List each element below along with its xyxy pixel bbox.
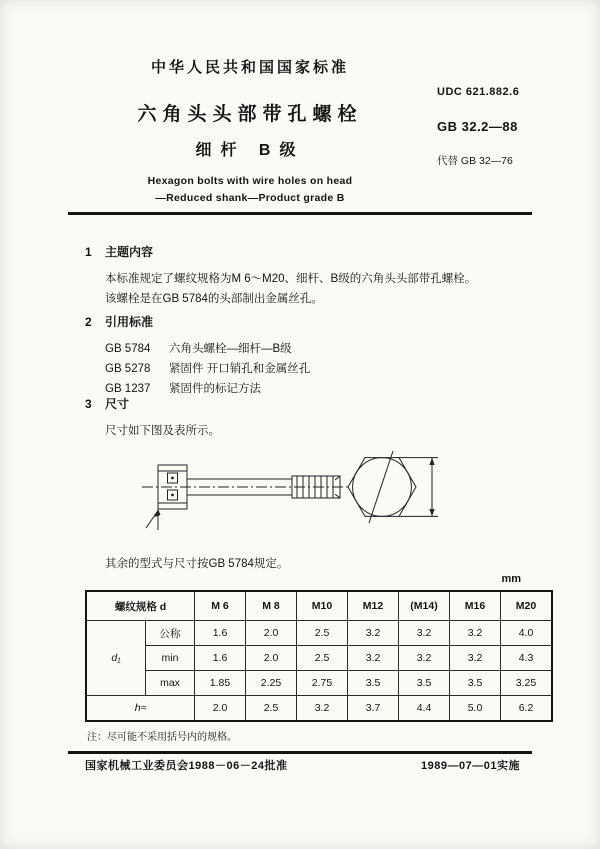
table-row-label: min (146, 646, 195, 671)
section-heading (85, 243, 476, 260)
table-cell: 3.7 (348, 696, 399, 722)
standard-number: GB 32.2—88 (437, 119, 518, 134)
table-row (86, 621, 552, 646)
section-heading (85, 395, 220, 412)
section-title: 主题内容 (105, 245, 154, 259)
table-cell: 2.0 (195, 696, 246, 722)
section-title: 引用标准 (105, 315, 154, 329)
document-subtitle: 细杆 B级 (195, 142, 305, 159)
document-title-english-1: Hexagon bolts with wire holes on head (147, 175, 353, 187)
inscribed-circle (353, 458, 412, 517)
reference-desc: 紧固件的标记方法 (169, 383, 261, 395)
table-cell: 3.2 (399, 646, 450, 671)
table-footnote: 注：尽可能不采用括号内的规格。 (87, 732, 237, 743)
table-cell: 3.5 (399, 671, 450, 696)
hex-head-end-view (348, 458, 416, 517)
table-row (86, 671, 552, 696)
reference-desc: 紧固件 开口销孔和金属丝孔 (169, 363, 311, 375)
table-cell: 1.6 (195, 621, 246, 646)
table-cell: 1.6 (195, 646, 246, 671)
table-cell: 1.85 (195, 671, 246, 696)
table-cell: 2.5 (246, 696, 297, 722)
table-col-header: (M14) (399, 591, 450, 621)
table-cell: 3.5 (348, 671, 399, 696)
table-cell: 3.2 (348, 621, 399, 646)
approval-statement: 国家机械工业委员会1988－06－24批准 (85, 760, 288, 772)
reference-code: GB 5784 (105, 343, 151, 355)
figure-note: 其余的型式与尺寸按GB 5784规定。 (105, 558, 289, 570)
section-dimensions (85, 395, 220, 441)
table-col-header: M20 (501, 591, 553, 621)
table-col-header: M10 (297, 591, 348, 621)
table-cell: 5.0 (450, 696, 501, 722)
header-title-block (70, 56, 430, 204)
table-cell: 3.2 (399, 621, 450, 646)
table-row-label: max (146, 671, 195, 696)
reference-code: GB 5278 (105, 363, 151, 375)
table-cell: 2.0 (246, 646, 297, 671)
table-cell: 3.25 (501, 671, 553, 696)
table-cell: 2.25 (246, 671, 297, 696)
table-cell: 3.5 (450, 671, 501, 696)
replaces-note: 代替 GB 32—76 (437, 155, 513, 167)
table-cell: 4.0 (501, 621, 553, 646)
table-cell: 2.5 (297, 621, 348, 646)
table-header-row (86, 591, 552, 621)
reference-desc: 六角头螺栓—细杆—B级 (169, 343, 292, 355)
table-col-header: M 6 (195, 591, 246, 621)
reference-item (105, 359, 310, 379)
section-scope (85, 243, 476, 309)
section-number: 3 (85, 397, 92, 411)
dimension-arrow (155, 509, 161, 517)
reference-list (105, 339, 310, 399)
table-row (86, 696, 552, 722)
table-cell: 4.4 (399, 696, 450, 722)
reference-code: GB 1237 (105, 383, 151, 395)
table-cell: 2.5 (297, 646, 348, 671)
table-cell: 4.3 (501, 646, 553, 671)
table-unit-label: mm (501, 573, 521, 585)
table-col-header: M 8 (246, 591, 297, 621)
section-number: 1 (85, 245, 92, 259)
table-cell: 3.2 (297, 696, 348, 722)
section-heading (85, 313, 310, 330)
table-row (86, 646, 552, 671)
section-body (105, 269, 476, 309)
bolt-technical-drawing (130, 438, 460, 550)
section-number: 2 (85, 315, 92, 329)
header-divider (68, 212, 532, 215)
table-col-header: M16 (450, 591, 501, 621)
table-header-thread-spec: 螺纹规格 d (86, 591, 195, 621)
section-title: 尺寸 (105, 397, 130, 411)
table-col-header: M12 (348, 591, 399, 621)
table-cell: 2.75 (297, 671, 348, 696)
table-row-label: h≈ (86, 696, 195, 722)
implementation-date: 1989—07—01实施 (421, 760, 520, 772)
table-cell: 3.2 (450, 621, 501, 646)
header-code-block (437, 86, 547, 168)
table-cell: 3.2 (450, 646, 501, 671)
document-title-english-2: —Reduced shank—Product grade B (155, 192, 345, 204)
paragraph-line: 该螺栓是在GB 5784的头部制出金属丝孔。 (105, 293, 323, 305)
footer-divider (68, 751, 532, 754)
paragraph-line: 尺寸如下图及表所示。 (105, 425, 220, 437)
table-row-label: 公称 (146, 621, 195, 646)
standard-org-title: 中华人民共和国国家标准 (150, 59, 349, 76)
paragraph-line: 本标准规定了螺纹规格为M 6～M20、细杆、B级的六角头头部带孔螺栓。 (105, 273, 477, 285)
section-references (85, 313, 310, 399)
document-title: 六角头头部带孔螺栓 (137, 104, 363, 125)
reference-item (105, 339, 310, 359)
wire-line (369, 451, 393, 523)
dimensions-table (85, 590, 553, 722)
table-row-group-label: d₁ (86, 621, 146, 696)
table-cell: 3.2 (348, 646, 399, 671)
table-cell: 2.0 (246, 621, 297, 646)
udc-number: UDC 621.882.6 (437, 86, 520, 98)
table-cell: 6.2 (501, 696, 553, 722)
